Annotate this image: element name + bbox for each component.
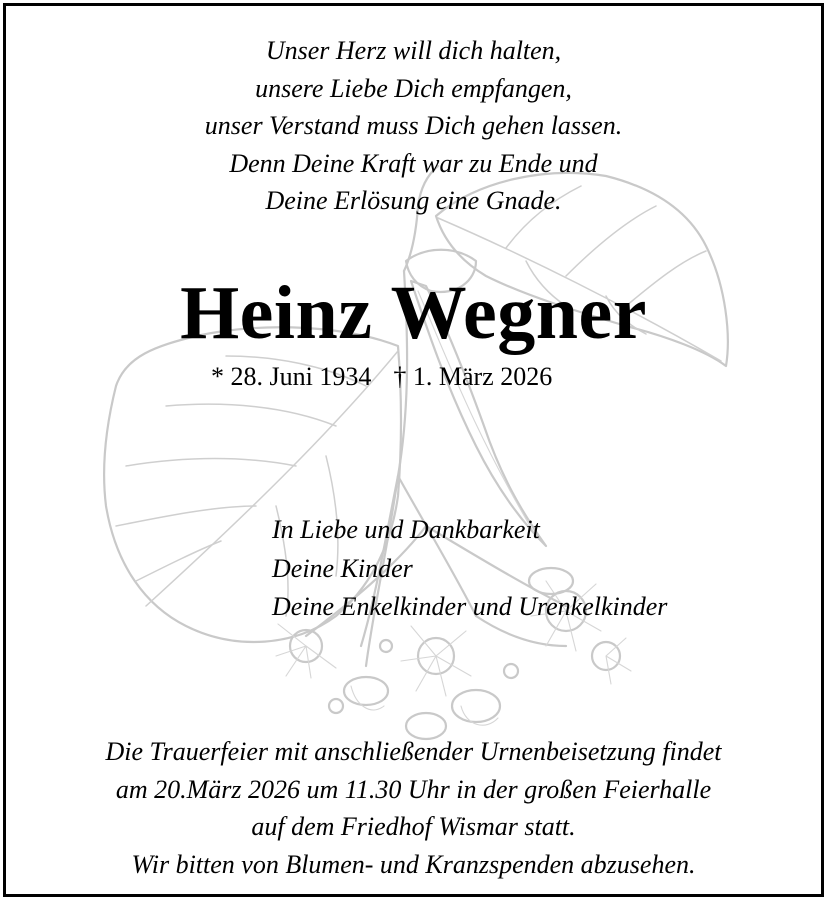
family-line: In Liebe und Dankbarkeit (272, 515, 540, 544)
deceased-name: Heinz Wegner (180, 271, 647, 355)
poem-line: Denn Deine Kraft war zu Ende und (229, 148, 598, 178)
poem-line: unser Verstand muss Dich gehen lassen. (204, 111, 623, 140)
birth-date: * 28. Juni 1934 (211, 362, 372, 391)
funeral-line: auf dem Friedhof Wismar statt. (251, 812, 576, 841)
family-line: Deine Enkelkinder und Urenkelkinder (272, 592, 668, 621)
life-dates (211, 361, 552, 393)
funeral-line: am 20.März 2026 um 11.30 Uhr in der großen Feierhalle (115, 774, 712, 804)
death-date: † 1. März 2026 (393, 362, 553, 391)
poem-line: unsere Liebe Dich empfangen, (255, 73, 572, 103)
funeral-line: Wir bitten von Blumen- und Kranzspenden abzusehen. (131, 849, 696, 879)
memorial-poem (6, 32, 821, 220)
family-signature (272, 511, 667, 627)
obituary-notice (3, 3, 824, 897)
poem-line: Deine Erlösung eine Gnade. (265, 186, 562, 215)
poem-line: Unser Herz will dich halten, (265, 36, 562, 65)
funeral-announcement (6, 733, 821, 883)
family-line: Deine Kinder (272, 553, 413, 583)
funeral-line: Die Trauerfeier mit anschließender Urnenbeisetzung findet (105, 737, 722, 766)
